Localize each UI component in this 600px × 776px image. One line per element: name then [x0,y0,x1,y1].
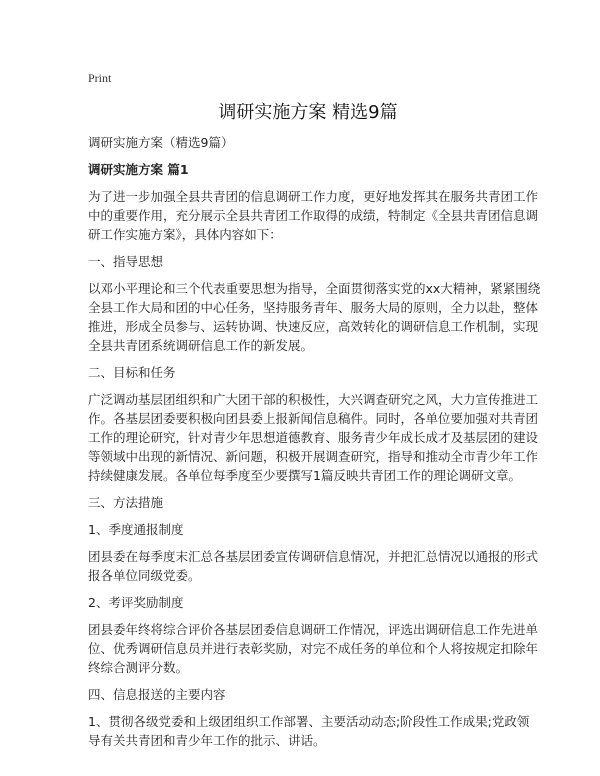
text-line: 工作的理论研究，针对青少年思想道德教育、服务青少年成长成才及基层团的建设 [88,430,539,445]
subheading [88,252,528,271]
text-line: 研工作实施方案》，具体内容如下： [88,227,282,242]
paragraph [88,279,541,355]
text-line: 等领域中出现的新情况、新问题，积极开展调查研究，指导和推动全市青少年工作 [88,449,539,464]
document-subtitle: 调研实施方案（精选9篇） [88,135,234,150]
text-line: 广泛调动基层团组织和广大团干部的积极性，大兴调查研究之风，大力宣传推进工 [88,392,539,407]
paragraph [88,390,539,485]
text-line: 为了进一步加强全县共青团的信息调研工作力度，更好地发挥其在服务共青团工作 [88,189,539,204]
text-line: 二、目标和任务 [88,365,176,380]
text-line: 终综合测评分数。 [88,660,189,675]
text-line: 三、方法措施 [88,495,164,510]
text-line: 推进，形成全员参与、运转协调、快速反应，高效转化的调研信息工作机制，实现 [88,319,539,334]
text-line: 持续健康发展。各单位每季度至少要撰写1篇反映共青团工作的理论调研文章。 [88,468,521,483]
section-heading: 调研实施方案 篇1 [88,162,189,177]
document-body [88,187,541,750]
document-title: 调研实施方案 精选9篇 [218,102,398,123]
text-line: 中的重要作用，充分展示全县共青团工作取得的成绩，特制定《全县共青团信息调 [88,208,539,223]
text-line: 作。各基层团委要积极向团县委上报新闻信息稿件。同时，各单位要加强对共青团 [88,411,539,426]
text-line: 位、优秀调研信息员并进行表彰奖励，对完不成任务的单位和个人将按规定扣除年 [88,641,539,656]
text-line: 全县工作大局和团的中心任务，坚持服务青年、服务大局的原则，全力以赴，整体 [88,300,539,315]
document-page [88,69,541,758]
subheading [88,520,528,539]
subheading [88,363,528,382]
text-line: 报各单位同级党委。 [88,568,201,583]
paragraph [88,547,539,585]
text-line: 1、贯彻各级党委和上级团组织工作部署、主要活动动态;阶段性工作成果;党政领 [88,714,530,729]
paragraph [88,187,539,244]
paragraph [88,712,528,750]
text-line: 四、信息报送的主要内容 [88,687,226,702]
subheading [88,685,528,704]
print-link[interactable]: Print [88,71,112,85]
text-line: 导有关共青团和青少年工作的批示、讲话。 [88,733,326,748]
text-line: 一、指导思想 [88,254,164,269]
text-line: 以邓小平理论和三个代表重要思想为指导，全面贯彻落实党的xx大精神，紧紧围绕 [88,281,541,296]
text-line: 全县共青团系统调研信息工作的新发展。 [88,338,314,353]
subheading [88,593,528,612]
subheading [88,493,528,512]
text-line: 团县委年终将综合评价各基层团委信息调研工作情况，评选出调研信息工作先进单 [88,622,539,637]
paragraph [88,620,539,677]
text-line: 2、考评奖励制度 [88,595,184,610]
text-line: 1、季度通报制度 [88,522,184,537]
text-line: 团县委在每季度末汇总各基层团委宣传调研信息情况，并把汇总情况以通报的形式 [88,549,539,564]
